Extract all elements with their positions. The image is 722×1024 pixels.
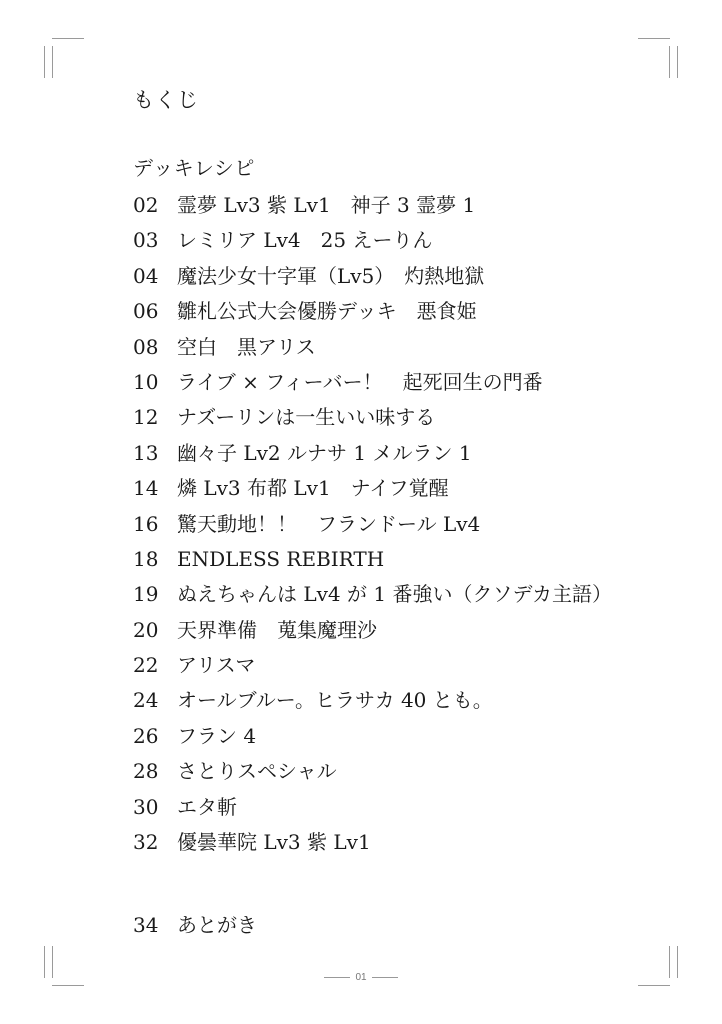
toc-entry[interactable] <box>133 719 612 754</box>
toc-title: あとがき <box>177 913 257 937</box>
page-number: 01 <box>355 972 367 983</box>
toc-title: 驚天動地！！ フランドール Lv4 <box>177 511 481 536</box>
toc-page-number: 34 <box>133 913 159 937</box>
toc-list <box>133 188 612 860</box>
toc-title: オールブルー。ヒラサカ 40 とも。 <box>177 688 493 713</box>
toc-title: ENDLESS REBIRTH <box>177 546 385 571</box>
toc-page-number: 30 <box>133 794 159 819</box>
toc-entry[interactable] <box>133 330 612 365</box>
toc-page-number: 24 <box>133 688 159 713</box>
toc-entry[interactable] <box>133 613 612 648</box>
footer-rule-right <box>372 977 398 978</box>
toc-entry[interactable] <box>133 507 612 542</box>
toc-entry[interactable] <box>133 400 612 435</box>
toc-title: 霊夢 Lv3 紫 Lv1 神子 3 霊夢 1 <box>177 193 476 217</box>
toc-page-number: 02 <box>133 193 159 217</box>
toc-page-number: 08 <box>133 334 159 359</box>
toc-entry[interactable] <box>133 542 612 577</box>
toc-page-number: 13 <box>133 440 159 465</box>
toc-entry[interactable] <box>133 790 612 825</box>
page-heading: もくじ <box>133 88 199 112</box>
toc-title: ライブ × フィーバー！ 起死回生の門番 <box>177 369 543 394</box>
toc-title: エタ斬 <box>177 794 237 819</box>
toc-title: フラン 4 <box>177 723 257 748</box>
toc-title: 幽々子 Lv2 ルナサ 1 メルラン 1 <box>177 440 472 465</box>
footer-rule-left <box>324 977 350 978</box>
toc-page-number: 04 <box>133 263 159 288</box>
toc-page-number: 26 <box>133 723 159 748</box>
toc-title: ぬえちゃんは Lv4 が 1 番強い（クソデカ主語） <box>177 582 613 607</box>
toc-title: さとりスペシャル <box>177 759 337 784</box>
toc-page-number: 16 <box>133 511 159 536</box>
toc-title: 天界準備 蒐集魔理沙 <box>177 617 377 642</box>
section-title: デッキレシピ <box>133 156 255 180</box>
toc-entry[interactable] <box>133 365 612 400</box>
toc-page-number: 22 <box>133 653 159 678</box>
toc-page-number: 10 <box>133 369 159 394</box>
toc-title: レミリア Lv4 25 えーりん <box>177 228 433 253</box>
toc-page-number: 18 <box>133 546 159 571</box>
toc-entry[interactable] <box>133 754 612 789</box>
toc-title: アリスマ <box>177 653 256 678</box>
toc-page-number: 12 <box>133 405 159 430</box>
toc-page-number: 20 <box>133 617 159 642</box>
toc-entry[interactable] <box>133 577 612 612</box>
toc-page-number: 19 <box>133 582 159 607</box>
toc-entry[interactable] <box>133 223 612 258</box>
toc-title: 優曇華院 Lv3 紫 Lv1 <box>177 830 371 855</box>
toc-entry[interactable] <box>133 648 612 683</box>
toc-page-number: 03 <box>133 228 159 253</box>
crop-mark-top-left <box>44 38 84 78</box>
page-footer <box>0 972 722 983</box>
toc-entry[interactable] <box>133 471 612 506</box>
toc-entry[interactable] <box>133 259 612 294</box>
toc-title: 雛札公式大会優勝デッキ 悪食姫 <box>177 299 477 324</box>
toc-page-number: 32 <box>133 830 159 855</box>
toc-page-number: 28 <box>133 759 159 784</box>
toc-title: 燐 Lv3 布都 Lv1 ナイフ覚醒 <box>177 476 449 501</box>
toc-entry[interactable] <box>133 436 612 471</box>
toc-entry[interactable] <box>133 825 612 860</box>
toc-title: ナズーリンは一生いい味する <box>177 405 436 430</box>
toc-entry[interactable] <box>133 294 612 329</box>
crop-mark-top-right <box>638 38 678 78</box>
toc-entry-afterword[interactable] <box>133 909 257 938</box>
toc-page-number: 06 <box>133 299 159 324</box>
toc-title: 魔法少女十字軍（Lv5） 灼熱地獄 <box>177 263 485 288</box>
toc-page-number: 14 <box>133 476 159 501</box>
toc-title: 空白 黒アリス <box>177 334 316 359</box>
toc-entry[interactable] <box>133 188 612 223</box>
toc-entry[interactable] <box>133 683 612 718</box>
